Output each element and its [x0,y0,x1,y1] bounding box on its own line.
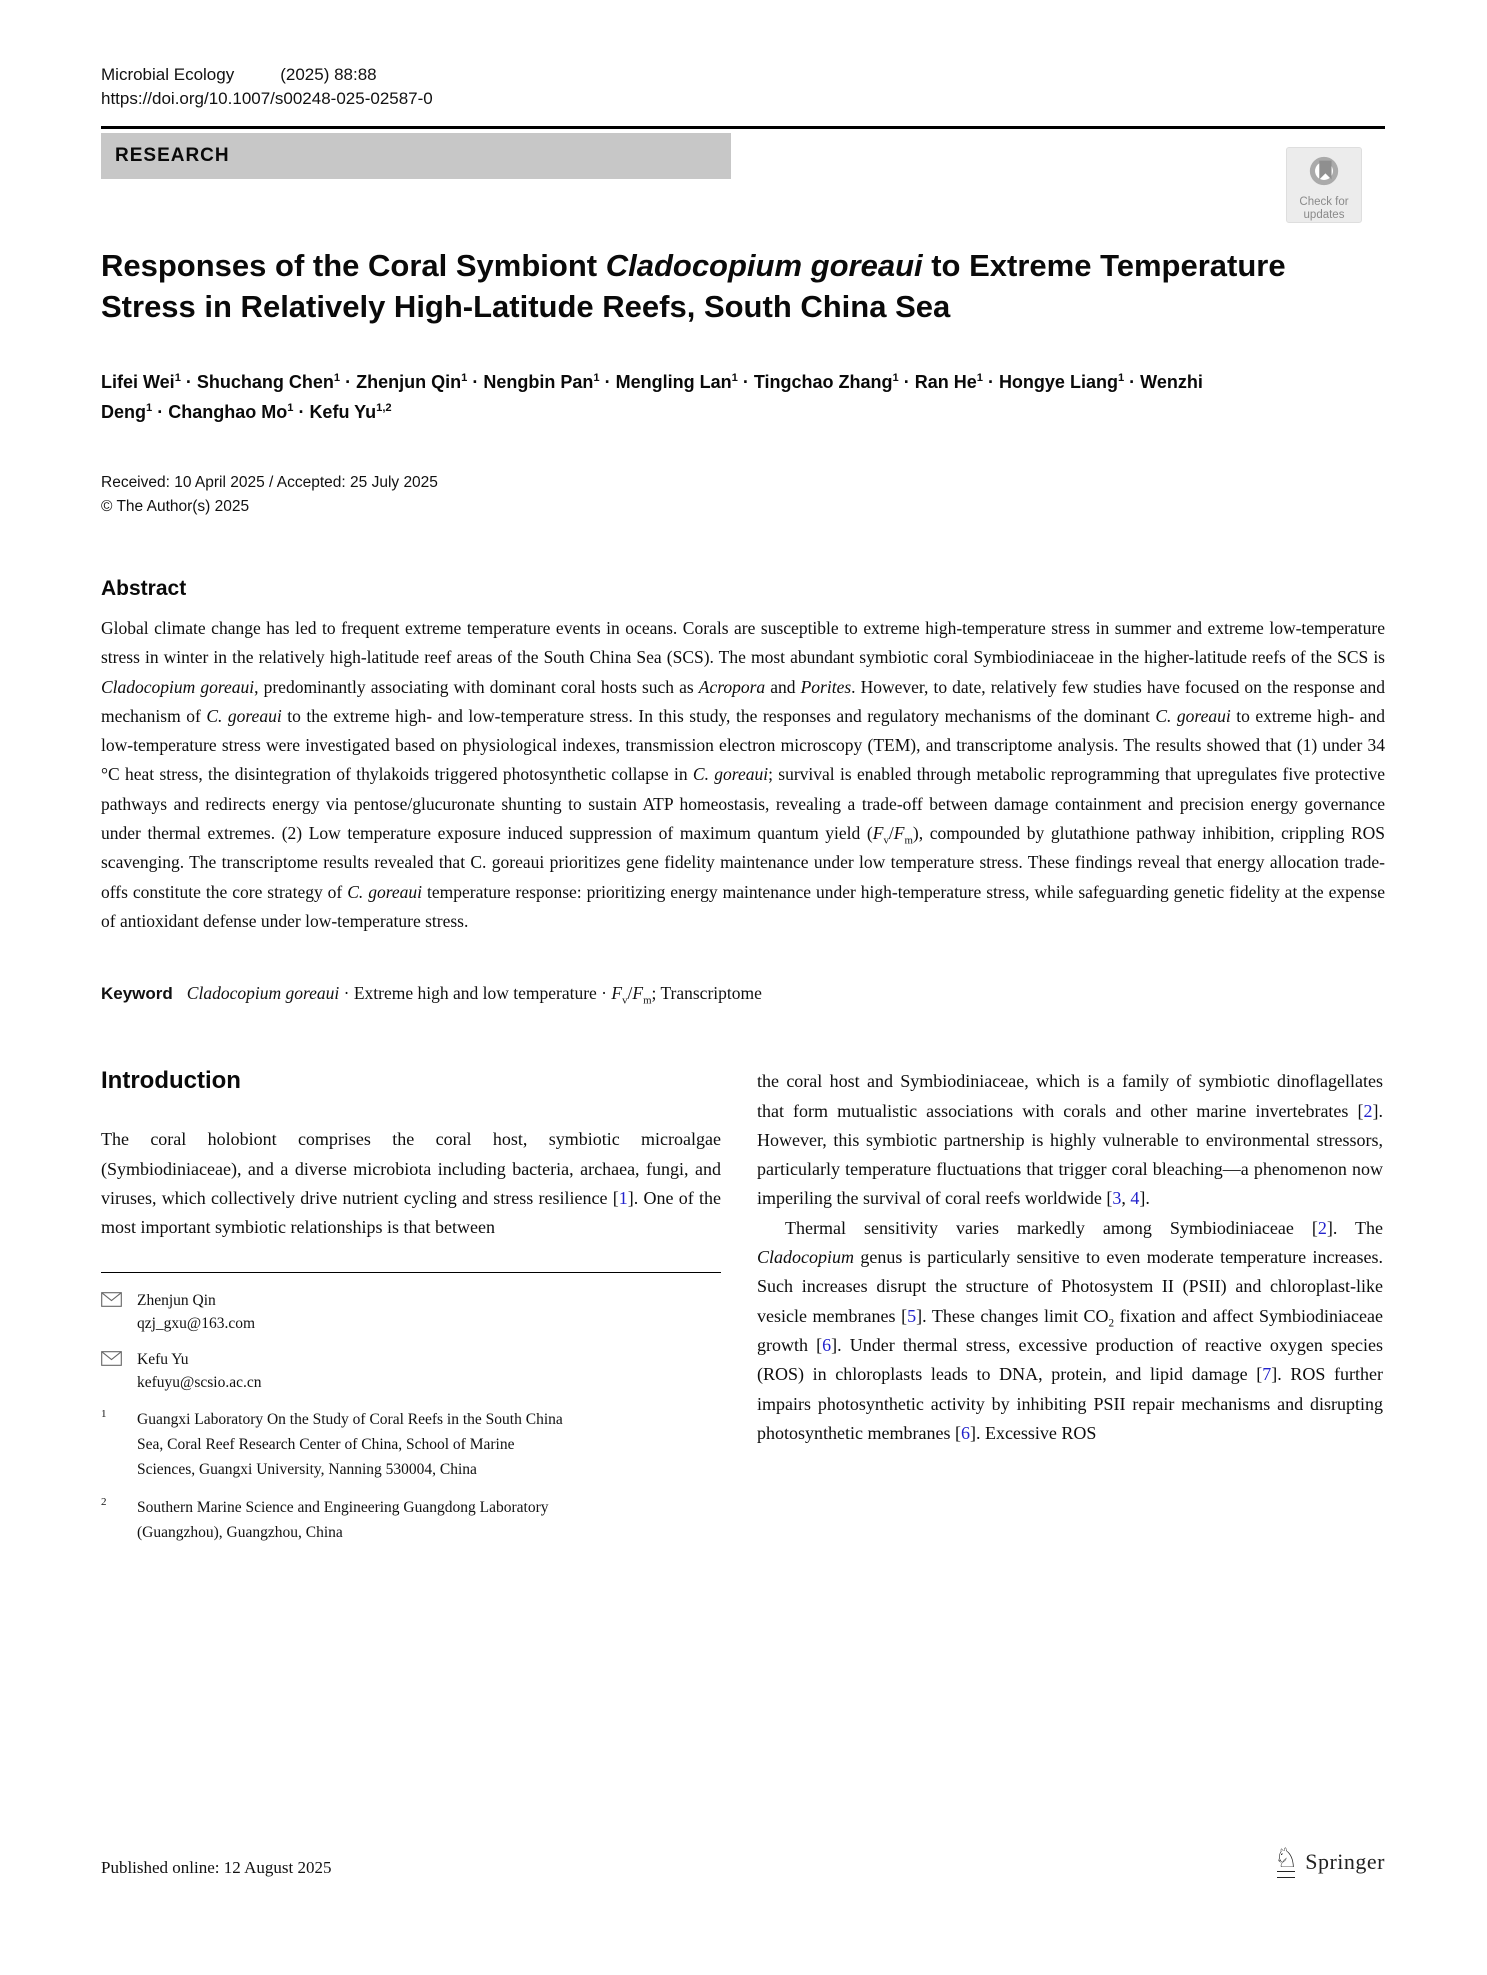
article-title: Responses of the Coral Symbiont Cladocopium goreaui to Extreme Temperature Stress in Relatively High-Latitude Reefs, South China Sea [101,248,1286,324]
dates-block [101,471,1385,519]
author-list: Lifei Wei$^1$ · Shuchang Chen$^1$ · Zhenjun Qin$^1$ · Nengbin Pan$^1$ · Mengling Lan$^1$ · Tingchao Zhang$^1$ · Ran $He^1$ · Hongye Liang$^1$ · Wenzhi Deng$^1$ · Changhao $Mo^1$ · Kefu Yu$^{1,2}$ [101,372,1203,422]
publisher-logo [1274,1845,1385,1878]
citation-ref[interactable]: 4 [1130,1188,1140,1209]
corresponding-author-email[interactable]: kefuyu@scsio.ac.cn [137,1374,262,1392]
abstract-text: Global climate change has led to frequent extreme temperature events in oceans. Corals are susceptible to extreme high-temperature stress in summer and extreme low-temperature stress in winter in the relatively high-latitude reef areas of the South China Sea (SCS). The most abundant symbiotic coral Symbiodiniaceae in the higher-latitude reefs of the SCS is Cladocopium goreaui, predominantly associating with dominant coral hosts such as Acropora and Porites. However, to date, relatively few studies have focused on the response and mechanism of C. goreaui to the extreme high- and low-temperature stress. In this study, the responses and regulatory mechanisms of the dominant C. goreaui to extreme high- and low-temperature stress were investigated based on physiological indexes, transmission electron microscopy (TEM), and transcriptome analysis. The results showed that (1) under 34 °C heat stress, the disintegration of thylakoids triggered photosynthetic collapse in C. goreaui; survival is enabled through metabolic reprogramming that upregulates five protective pathways and redirects energy via pentose/glucuronate shunting to sustain ATP homeostasis, revealing a trade-off between damage containment and precision energy governance under thermal extremes. (2) Low temperature exposure induced suppression of maximum quantum yield $(F_v/F_m)$, compounded by glutathione pathway inhibition, crippling ROS scavenging. The transcriptome results revealed that C. goreaui prioritizes gene fidelity maintenance under low temperature stress. These findings reveal that energy allocation trade-offs constitute the core strategy of C. goreaui temperature response: prioritizing energy maintenance under high-temperature stress, while safeguarding genetic fidelity at the expense of antioxidant defense under low-temperature stress. [101,618,1386,931]
check-for-updates-badge[interactable] [1286,147,1362,223]
publisher-name: Springer [1305,1848,1385,1874]
affiliation-marker: 2 [101,1496,107,1509]
corresponding-author [101,1348,721,1394]
published-online-date: Published online: 12 August 2025 [101,1858,332,1877]
envelope-icon [101,1289,137,1335]
header-rule [101,126,1385,129]
corresponding-author-name: Kefu Yu [137,1351,189,1369]
page-footer [101,1845,1385,1878]
corresponding-author-info [137,1348,261,1394]
keyword-text: Cladocopium goreaui · Extreme high and low temperature · $F_v/F_m$; Transcriptome [186,983,762,1007]
corresponding-author-info [137,1289,255,1335]
check-updates-label: Check for updates [1299,196,1349,221]
crossmark-icon [1307,154,1341,193]
journal-citation-line [101,64,1385,86]
abstract-heading: Abstract [101,577,187,600]
doi-link[interactable]: https://doi.org/10.1007/s00248-025-02587-0 [101,89,433,108]
corresponding-author [101,1289,721,1335]
affiliation-marker: 1 [101,1408,107,1421]
two-column-body [101,1067,1385,1558]
footnote-divider [101,1272,721,1273]
left-column [101,1067,721,1558]
journal-name: Microbial Ecology [101,65,235,84]
intro-paragraph-right-2: Thermal sensitivity varies markedly among Symbiodiniaceae [2]. The Cladocopium genus is particularly sensitive to even moderate temperature increases. Such increases disrupt the structure of Photosystem II (PSII) and chloroplast-like vesicle membranes [5]. These changes limit $CO_2$ fixation and affect Symbiodiniaceae growth [6]. Under thermal stress, excessive production of reactive oxygen species (ROS) in chloroplasts leads to DNA, protein, and lipid damage [7]. ROS further impairs photosynthetic activity by inhibiting PSII repair mechanisms and disrupting photosynthetic membranes [6]. Excessive ROS [757,1217,1384,1443]
correspondence-block [101,1289,721,1394]
affiliation-item [101,1407,721,1482]
copyright-line: © The Author(s) 2025 [101,498,250,515]
received-accepted-line: Received: 10 April 2025 / Accepted: 25 July 2025 [101,474,438,491]
citation-ref[interactable]: 6 [822,1334,832,1355]
page-header [101,64,1385,110]
affiliations-block [101,1407,721,1545]
corresponding-author-name: Zhenjun Qin [137,1292,216,1310]
keyword-row [101,980,1385,1007]
corresponding-author-email[interactable]: qzj_gxu@163.com [137,1315,256,1333]
keyword-label: Keyword [101,984,173,1004]
springer-knight-icon: ♘ [1274,1845,1298,1878]
citation-ref[interactable]: 3 [1112,1188,1122,1209]
envelope-icon [101,1348,137,1394]
citation-ref[interactable]: 6 [960,1422,970,1443]
citation-ref[interactable]: 2 [1317,1217,1327,1238]
intro-paragraph-left: The coral holobiont comprises the coral host, symbiotic microalgae (Symbiodiniaceae), and a diverse microbiota including bacteria, archaea, fungi, and viruses, which collectively drive nutrient cycling and stress resilience [1]. One of the most important symbiotic relationships is that between [101,1129,721,1238]
citation-ref[interactable]: 1 [618,1187,628,1208]
citation-ref[interactable]: 5 [907,1305,917,1326]
article-type-banner [101,133,731,179]
right-column [757,1067,1383,1448]
banner-row [101,133,1385,221]
citation-ref[interactable]: 7 [1262,1364,1272,1385]
introduction-heading: Introduction [101,1067,241,1095]
affiliation-text: Southern Marine Science and Engineering Guangdong Laboratory (Guangzhou), Guangzhou, China [137,1499,549,1542]
affiliation-text: Guangxi Laboratory On the Study of Coral Reefs in the South China Sea, Coral Reef Research Center of China, School of Marine Sciences, Guangxi University, Nanning 530004, China [137,1411,563,1479]
citation-ref[interactable]: 2 [1363,1100,1373,1121]
intro-paragraph-right-1: the coral host and Symbiodiniaceae, which is a family of symbiotic dinoflagellates that form mutualistic associations with corals and other marine invertebrates [2]. However, this symbiotic partnership is highly vulnerable to environmental stressors, particularly temperature fluctuations that trigger coral bleaching—a phenomenon now imperiling the survival of coral reefs worldwide [3, 4]. [757,1071,1383,1209]
volume-issue: (2025) 88:88 [280,65,377,84]
article-type-label: RESEARCH [115,145,230,166]
affiliation-item [101,1495,721,1545]
